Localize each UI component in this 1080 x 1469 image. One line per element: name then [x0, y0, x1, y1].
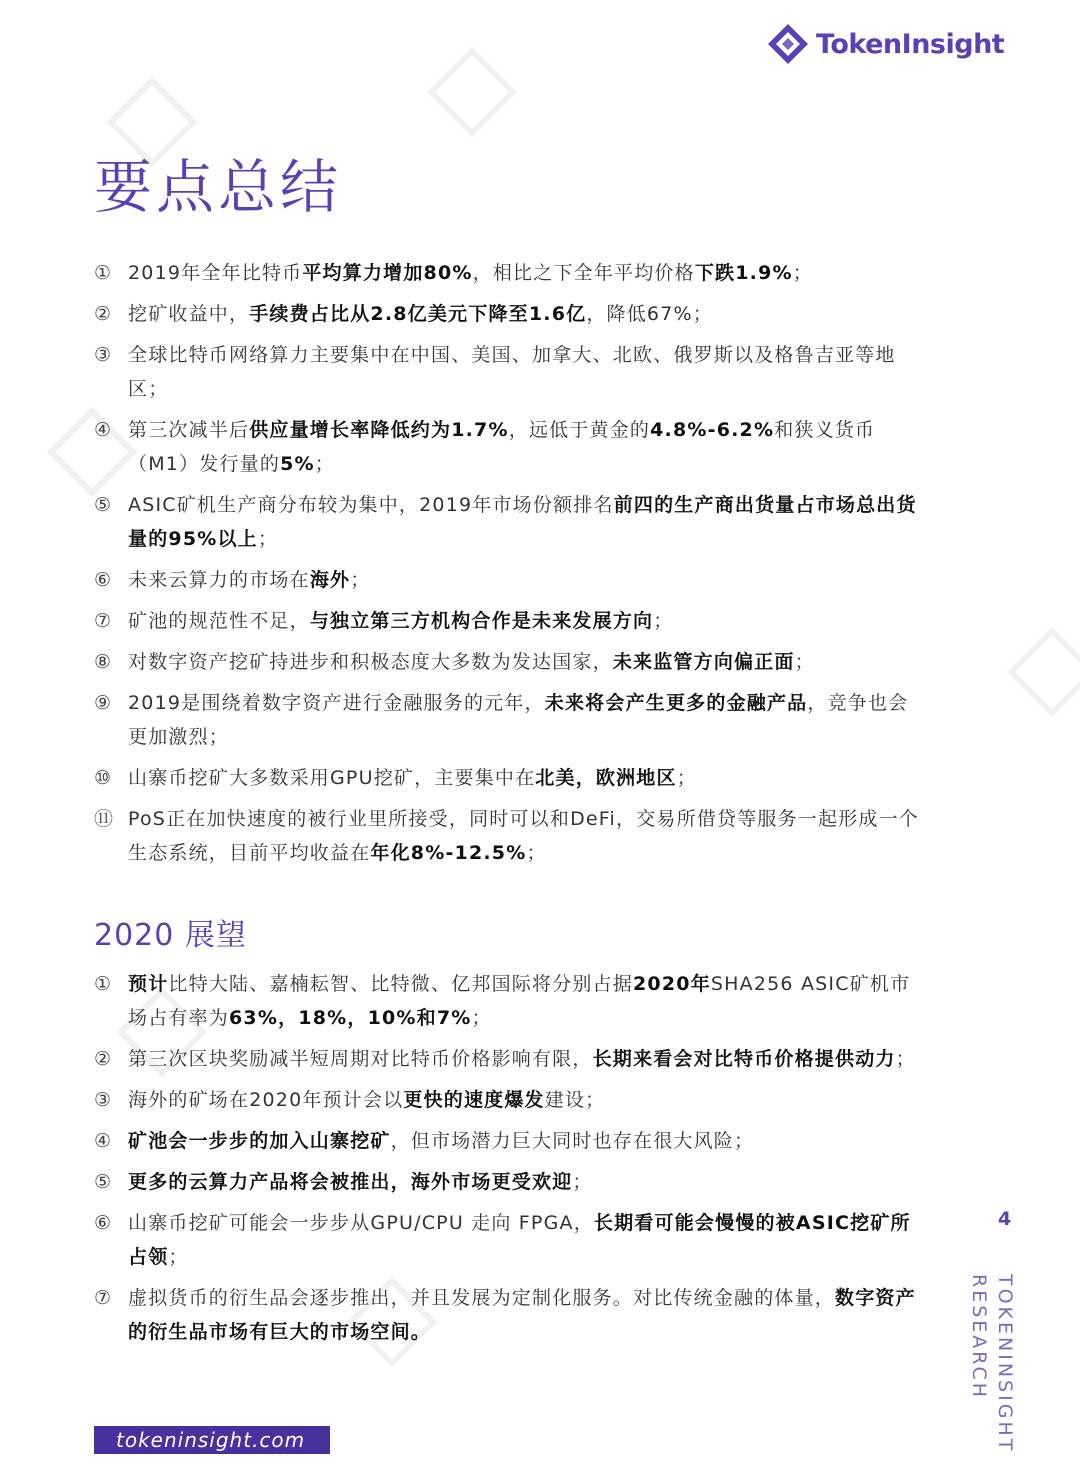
body-text: ，但市场潜力巨大同时也存在很大风险；: [390, 1130, 755, 1152]
list-item: [94, 413, 924, 481]
list-item-text: [128, 1042, 924, 1076]
list-item-text: [128, 645, 924, 679]
list-item: [94, 1124, 924, 1158]
emphasis-text: 63%，18%，10%和7%: [229, 1007, 472, 1029]
list-item-text: [128, 488, 924, 556]
emphasis-text: 数字资产的衍生品市场有巨大的市场空间。: [128, 1287, 916, 1343]
outlook-list: [94, 967, 924, 1356]
emphasis-text: 长期看可能会慢慢的被ASIC挖矿所占领: [128, 1212, 911, 1268]
list-item-text: [128, 297, 924, 331]
list-item-text: [128, 1165, 924, 1199]
list-item-number: ⑩: [94, 767, 113, 789]
list-item-text: [128, 604, 924, 638]
list-item: [94, 604, 924, 638]
emphasis-text: 矿池会一步步的加入山寨挖矿: [128, 1130, 391, 1152]
list-item: [94, 1042, 924, 1076]
emphasis-text: 年化8%-12.5%: [370, 842, 527, 864]
emphasis-text: 海外: [309, 569, 351, 591]
body-text: 比特大陆、嘉楠耘智、比特微、亿邦国际将分别占据: [168, 973, 634, 995]
body-text: ；: [168, 1246, 189, 1268]
body-text: SHA256 ASIC矿机市场占有率为: [128, 973, 911, 1029]
list-item-number: ①: [94, 973, 113, 995]
list-item: [94, 1206, 924, 1274]
list-item-text: [128, 761, 924, 795]
list-item-text: [128, 413, 924, 481]
list-item: [94, 256, 924, 290]
body-text: 2019年全年比特币: [128, 262, 303, 284]
body-text: 海外的矿场在2020年预计会以: [128, 1089, 404, 1111]
list-item-number: ③: [94, 1089, 113, 1111]
body-text: ；: [526, 842, 547, 864]
body-text: ；: [257, 528, 279, 550]
list-item-number: ①: [94, 262, 113, 284]
emphasis-text: 平均算力增加80%: [302, 262, 473, 284]
list-item-number: ⑧: [94, 651, 113, 673]
body-text: ，远低于黄金的: [508, 419, 651, 441]
list-item-text: [128, 1206, 924, 1274]
emphasis-text: 更多的云算力产品将会被推出，海外市场更受欢迎: [128, 1171, 573, 1193]
body-text: 矿池的规范性不足，: [128, 610, 310, 632]
body-text: 山寨币挖矿可能会一步步从GPU/CPU 走向 FPGA，: [128, 1212, 594, 1234]
summary-list: [94, 256, 924, 877]
emphasis-text: 前四的生产商出货量占市场总出货量的95%以上: [128, 494, 917, 550]
emphasis-text: 未来监管方向偏正面: [612, 651, 795, 673]
list-item: [94, 686, 924, 754]
list-item: [94, 802, 924, 870]
body-text: 挖矿收益中，: [128, 303, 250, 325]
emphasis-text: 5%: [280, 453, 315, 475]
list-item-number: ⑦: [94, 610, 113, 632]
body-text: 山寨币挖矿大多数采用GPU挖矿，主要集中在: [128, 767, 536, 789]
watermark-logo-shape: [1007, 627, 1080, 718]
watermark-logo-shape: [427, 47, 518, 138]
list-item-number: ②: [94, 303, 113, 325]
list-item-number: ④: [94, 1130, 113, 1152]
emphasis-text: 北美，欧洲地区: [535, 767, 677, 789]
list-item-text: [128, 256, 924, 290]
body-text: ；: [794, 651, 815, 673]
list-item-number: ⑪: [94, 808, 115, 830]
body-text: PoS正在加快速度的被行业里所接受，同时可以和DeFi，交易所借贷等服务一起形成一个生态系统，目前平均收益在: [128, 808, 920, 864]
body-text: 对数字资产挖矿持进步和积极态度大多数为发达国家，: [128, 651, 613, 673]
tokeninsight-logo-icon: [766, 22, 810, 66]
side-brand-line1: TOKENINSIGHT: [994, 1274, 1016, 1454]
list-item: [94, 563, 924, 597]
list-item-text: [128, 802, 924, 870]
body-text: ，降低67%；: [586, 303, 713, 325]
list-item-text: [128, 338, 924, 406]
brand-logo[interactable]: [766, 22, 1004, 66]
list-item: [94, 1083, 924, 1117]
emphasis-text: 2020年: [633, 973, 711, 995]
side-brand-text: [966, 1274, 1018, 1469]
list-item: [94, 967, 924, 1035]
list-item: [94, 761, 924, 795]
emphasis-text: 下跌1.9%: [694, 262, 793, 284]
body-text: ，相比之下全年平均价格: [472, 262, 695, 284]
footer-website-link[interactable]: tokeninsight.com: [94, 1426, 330, 1454]
emphasis-text: 未来将会产生更多的金融产品: [544, 692, 808, 714]
emphasis-text: 预计: [128, 973, 169, 995]
list-item: [94, 488, 924, 556]
page-title: 要点总结: [94, 153, 343, 221]
side-brand-line2: RESEARCH: [968, 1274, 990, 1401]
list-item-number: ③: [94, 344, 113, 366]
body-text: 虚拟货币的衍生品会逐步推出，并且发展为定制化服务。对比传统金融的体量，: [128, 1287, 836, 1309]
emphasis-text: 与独立第三方机构合作是未来发展方向: [309, 610, 654, 632]
body-text: ；: [895, 1048, 916, 1070]
section-title-outlook: 2020 展望: [94, 918, 247, 953]
list-item-number: ⑤: [94, 1171, 113, 1193]
list-item-number: ⑤: [94, 494, 113, 516]
body-text: ；: [792, 262, 813, 284]
emphasis-text: 供应量增长率降低约为1.7%: [249, 419, 509, 441]
body-text: 和狭义货币（M1）发行量的: [128, 419, 876, 475]
list-item: [94, 338, 924, 406]
page-number: 4: [998, 1208, 1012, 1230]
body-text: ；: [471, 1007, 492, 1029]
list-item-number: ⑦: [94, 1287, 113, 1309]
list-item-text: [128, 1083, 924, 1117]
body-text: 建设；: [544, 1089, 606, 1111]
body-text: ，竞争也会更加激烈；: [128, 692, 909, 748]
brand-name: TokenInsight: [816, 28, 1005, 60]
list-item-number: ⑥: [94, 569, 113, 591]
body-text: ；: [676, 767, 697, 789]
body-text: 未来云算力的市场在: [128, 569, 310, 591]
list-item-text: [128, 563, 924, 597]
body-text: 2019是围绕着数字资产进行金融服务的元年，: [128, 692, 545, 714]
list-item-text: [128, 686, 924, 754]
emphasis-text: 4.8%-6.2%: [650, 419, 775, 441]
list-item: [94, 1281, 924, 1349]
body-text: 第三次区块奖励减半短周期对比特币价格影响有限，: [128, 1048, 593, 1070]
list-item-text: [128, 1124, 924, 1158]
body-text: ；: [653, 610, 674, 632]
list-item-number: ⑨: [94, 692, 113, 714]
body-text: ；: [314, 453, 335, 475]
emphasis-text: 手续费占比从2.8亿美元下降至1.6亿: [249, 303, 587, 325]
emphasis-text: 更快的速度爆发: [403, 1089, 545, 1111]
body-text: ；: [572, 1171, 593, 1193]
list-item: [94, 645, 924, 679]
body-text: 全球比特币网络算力主要集中在中国、美国、加拿大、北欧、俄罗斯以及格鲁吉亚等地区；: [128, 344, 896, 400]
body-text: ASIC矿机生产商分布较为集中，2019年市场份额排名: [128, 494, 614, 516]
list-item-number: ④: [94, 419, 113, 441]
list-item-text: [128, 1281, 924, 1349]
list-item-number: ⑥: [94, 1212, 113, 1234]
list-item-number: ②: [94, 1048, 113, 1070]
body-text: 第三次减半后: [128, 419, 250, 441]
list-item: [94, 297, 924, 331]
body-text: ；: [350, 569, 371, 591]
emphasis-text: 长期来看会对比特币价格提供动力: [592, 1048, 896, 1070]
list-item-text: [128, 967, 924, 1035]
list-item: [94, 1165, 924, 1199]
